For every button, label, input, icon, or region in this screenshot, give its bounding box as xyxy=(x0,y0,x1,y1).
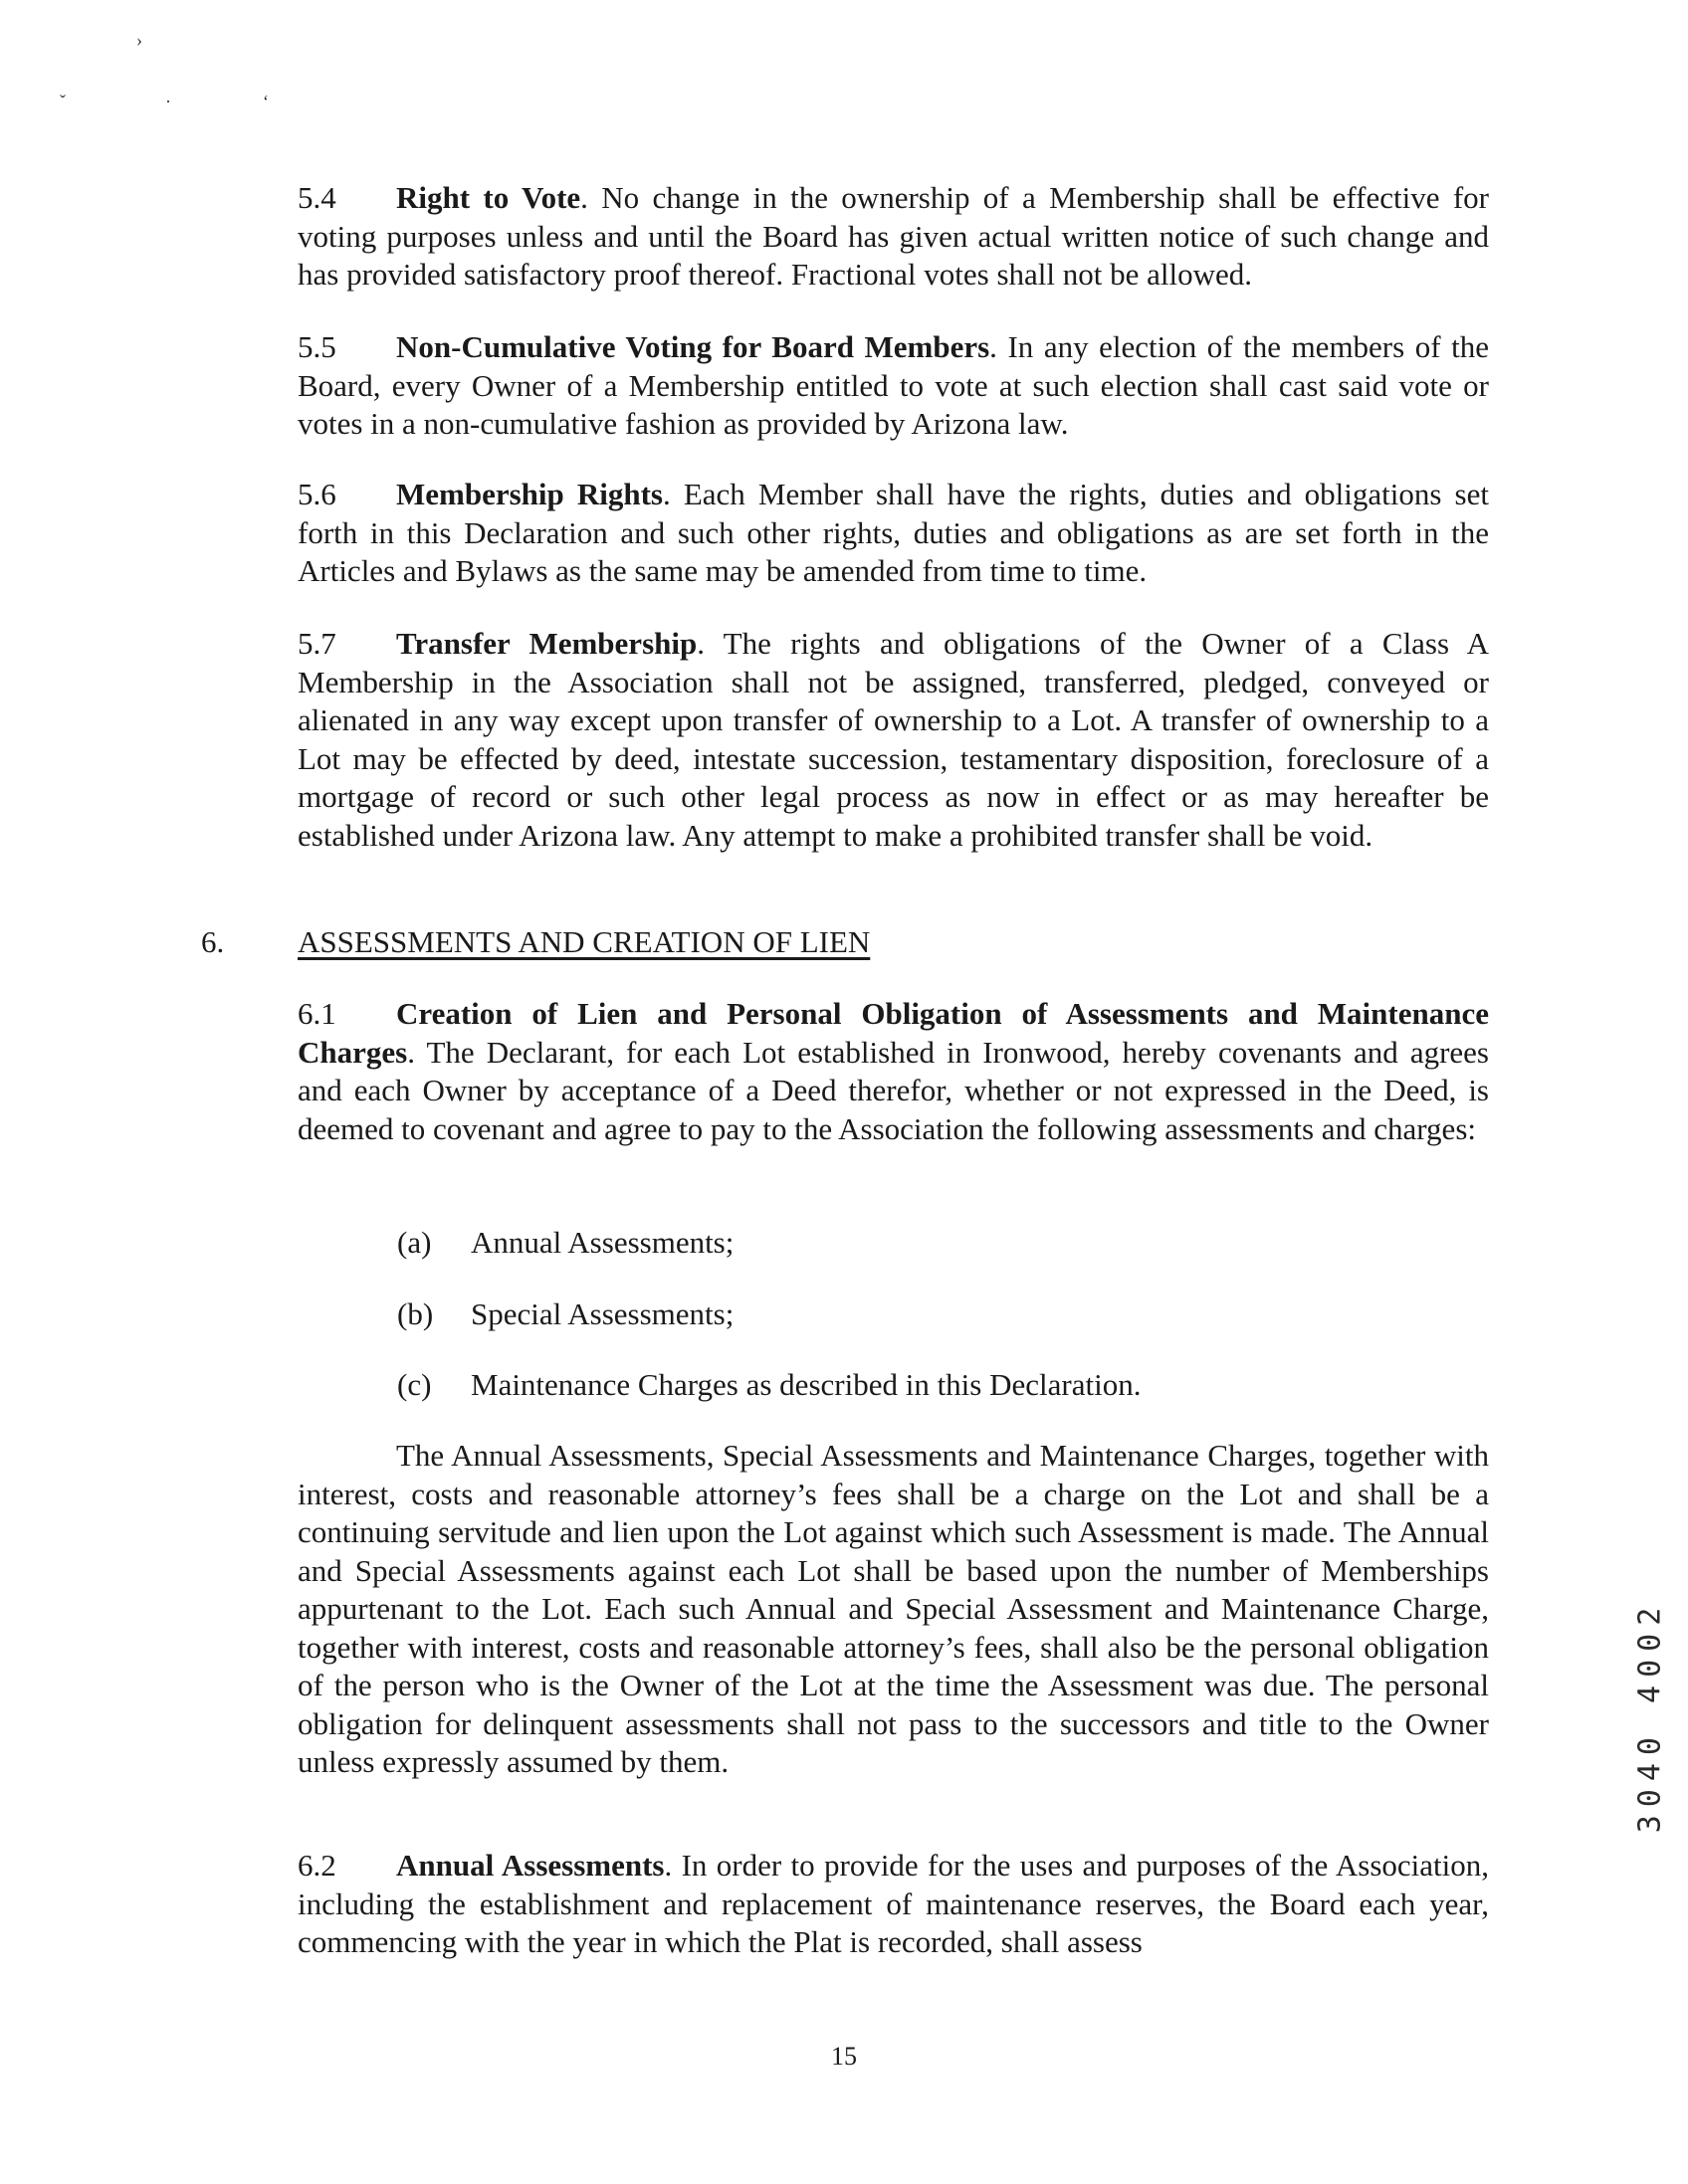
section-number: 5.6 xyxy=(298,477,336,511)
section-number: 5.5 xyxy=(298,329,336,364)
section-5-7 xyxy=(298,625,1489,855)
section-text: . In any election of the members of the Board, every Owner of a Membership entitled to vote at such election shall cast said vote or votes in a non-cumulative fashion as provided by Arizona law. xyxy=(298,329,1489,441)
section-title: Membership Rights xyxy=(396,477,663,511)
section-text: . No change in the ownership of a Membership shall be effective for voting purposes unless and until the Board has given actual written notice of such change and has provided satisfactory proof thereof. Fractional votes shall not be allowed. xyxy=(298,180,1489,292)
section-5-5 xyxy=(298,328,1489,444)
section-6-2 xyxy=(298,1847,1489,1962)
section-number: 5.7 xyxy=(298,626,336,661)
list-item xyxy=(397,1224,734,1262)
section-6-1 xyxy=(298,995,1489,1148)
section-title: Right to Vote xyxy=(396,180,581,215)
section-number: 6.1 xyxy=(298,996,336,1031)
scan-mark: ʻ xyxy=(263,92,269,111)
section-text: . In order to provide for the uses and purposes of the Association, including the establishment and replacement of maintenance reserves, the Board each year, commencing with the year in which the Plat is recorded, shall assess xyxy=(298,1848,1489,1959)
scan-mark: › xyxy=(136,30,142,50)
section-number: 5.4 xyxy=(298,180,336,215)
section-title: Transfer Membership xyxy=(396,626,698,661)
section-text: . The rights and obligations of the Owner of a Class A Membership in the Association shall not be assigned, transferred, pledged, conveyed or alienated in any way except upon transfer of ownership to a Lot. A transfer of ownership to a Lot may be effected by deed, intestate succession, testamentary disposition, foreclosure of a mortgage of record or such other legal process as now in effect or as may hereafter be established under Arizona law. Any attempt to make a prohibited transfer shall be void. xyxy=(298,626,1489,853)
scan-mark: ˇ xyxy=(60,92,66,111)
side-stamp-text: 3040 4002 xyxy=(1632,1599,1668,1834)
section-title: Creation of Lien and Personal Obligation of Assessments and Maintenance Charges xyxy=(298,996,1489,1070)
section-text: . The Declarant, for each Lot established in Ironwood, hereby covenants and agrees and each Owner by acceptance of a Deed therefor, whether or not expressed in the Deed, is deemed to covenant and agree to pay to the Association the following assessments and charges: xyxy=(298,1034,1489,1146)
list-item xyxy=(397,1295,734,1333)
scan-mark: · xyxy=(165,92,171,111)
list-label: (b) xyxy=(397,1296,434,1331)
section-5-6 xyxy=(298,476,1489,591)
heading-title: ASSESSMENTS AND CREATION OF LIEN xyxy=(298,924,871,959)
section-title: Non-Cumulative Voting for Board Members xyxy=(396,329,990,364)
side-stamp xyxy=(1632,1562,1668,1871)
list-label: (a) xyxy=(397,1225,432,1260)
heading-number: 6. xyxy=(201,924,225,959)
list-text: Annual Assessments; xyxy=(471,1225,735,1260)
article-heading-6 xyxy=(201,923,870,961)
section-number: 6.2 xyxy=(298,1848,336,1883)
list-item xyxy=(397,1366,1141,1404)
list-text: Special Assessments; xyxy=(471,1296,735,1331)
section-5-4 xyxy=(298,179,1489,295)
section-title: Annual Assessments xyxy=(396,1848,665,1883)
section-text: . Each Member shall have the rights, duties and obligations set forth in this Declaration and such other rights, duties and obligations as are set forth in the Articles and Bylaws as the same may be amended from time to time. xyxy=(298,477,1489,588)
list-label: (c) xyxy=(397,1367,432,1402)
body-paragraph: The Annual Assessments, Special Assessments and Maintenance Charges, together with interest, costs and reasonable attorney’s fees shall be a charge on the Lot and shall be a continuing servitude and lien upon the Lot against which such Assessment is made. The Annual and Special Assessments against each Lot shall be based upon the number of Memberships appurtenant to the Lot. Each such Annual and Special Assessment and Maintenance Charge, together with interest, costs and reasonable attorney’s fees, shall also be the personal obligation of the person who is the Owner of the Lot at the time the Assessment was due. The personal obligation for delinquent assessments shall not pass to the successors and title to the Owner unless expressly assumed by them. xyxy=(298,1438,1489,1779)
page-number: 15 xyxy=(831,2042,857,2071)
list-text: Maintenance Charges as described in this Declaration. xyxy=(471,1367,1142,1402)
